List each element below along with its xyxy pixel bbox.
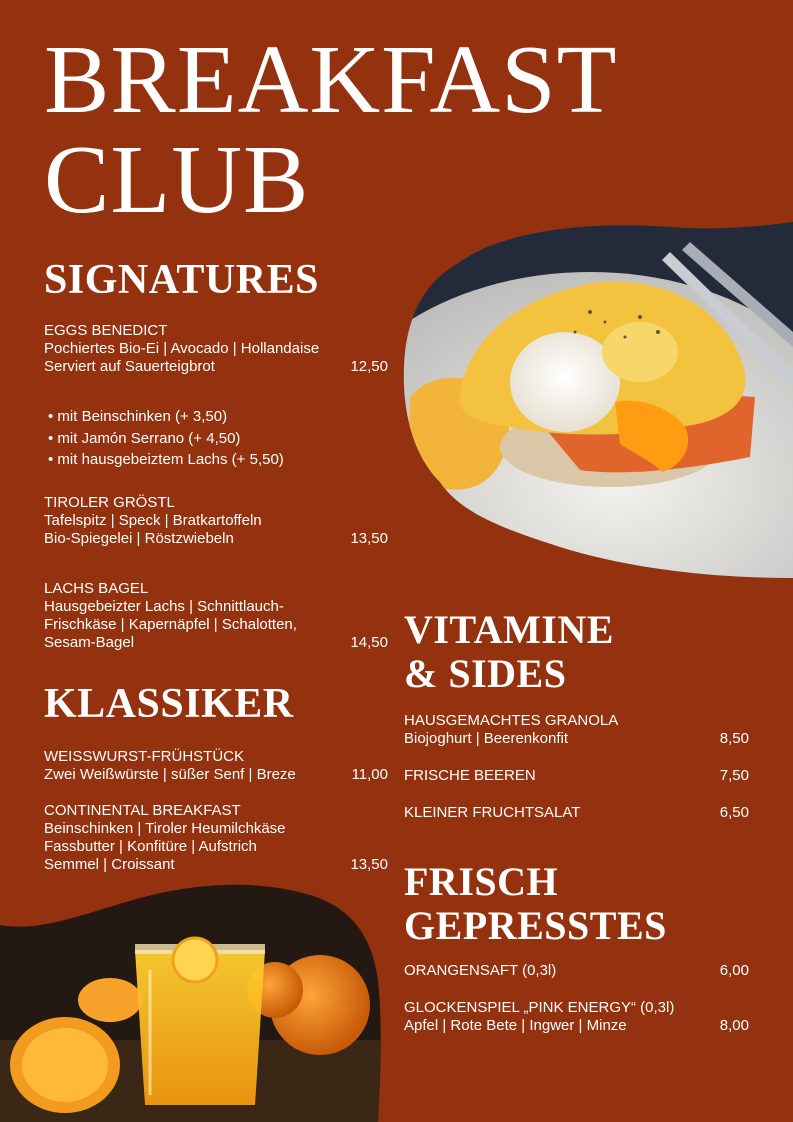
granola-item (404, 712, 749, 748)
item-description: Frischkäse | Kapernäpfel | Schalotten, (44, 616, 297, 633)
orangensaft-item (404, 962, 749, 980)
pink-energy-item (404, 999, 749, 1035)
item-price: 8,00 (719, 1017, 749, 1034)
item-description: Apfel | Rote Bete | Ingwer | Minze (404, 1017, 627, 1034)
item-price: 12,50 (350, 358, 388, 375)
item-name: WEISSWURST-FRÜHSTÜCK (44, 748, 244, 765)
item-name: EGGS BENEDICT (44, 322, 168, 339)
title-line-1: BREAKFAST (44, 26, 618, 134)
item-description: Fassbutter | Konfitüre | Aufstrich (44, 838, 257, 855)
item-description: Serviert auf Sauerteigbrot (44, 358, 215, 375)
item-price: 11,00 (351, 766, 388, 783)
list-item: • mit Jamón Serrano (+ 4,50) (48, 429, 241, 447)
item-description: Zwei Weißwürste | süßer Senf | Breze (44, 766, 296, 783)
item-price: 8,50 (719, 730, 749, 747)
eggs-benedict-item (44, 322, 388, 376)
lachs-bagel-item (44, 580, 388, 652)
groestl-item (44, 494, 388, 548)
item-price: 13,50 (350, 530, 388, 547)
item-description: Tafelspitz | Speck | Bratkartoffeln (44, 512, 262, 529)
vitamine-heading-line-1: VITAMINE (404, 607, 614, 652)
item-name: ORANGENSAFT (0,3l) (404, 962, 557, 979)
item-description: Pochiertes Bio-Ei | Avocado | Hollandaise (44, 340, 320, 357)
item-name: FRISCHE BEEREN (404, 767, 536, 784)
item-price: 7,50 (719, 767, 749, 784)
orange-juice-photo (0, 880, 400, 1122)
item-price: 6,00 (719, 962, 749, 979)
klassiker-heading: KLASSIKER (44, 681, 294, 727)
item-description: Semmel | Croissant (44, 856, 175, 873)
title-line-2: CLUB (44, 126, 310, 234)
vitamine-heading-line-2: & SIDES (404, 651, 567, 696)
weisswurst-item (44, 748, 388, 784)
continental-item (44, 802, 388, 874)
item-description: Beinschinken | Tiroler Heumilchkäse (44, 820, 286, 837)
item-price: 13,50 (350, 856, 388, 873)
item-name: HAUSGEMACHTES GRANOLA (404, 712, 619, 729)
item-description: Sesam-Bagel (44, 634, 135, 651)
beeren-item (404, 767, 749, 785)
eggs-benedict-photo (400, 222, 793, 578)
item-name: TIROLER GRÖSTL (44, 494, 175, 511)
item-name: KLEINER FRUCHTSALAT (404, 804, 581, 821)
item-name: CONTINENTAL BREAKFAST (44, 802, 241, 819)
frisch-heading-line-1: FRISCH (404, 859, 559, 904)
item-price: 14,50 (350, 634, 388, 651)
item-description: Bio-Spiegelei | Röstzwiebeln (44, 530, 234, 547)
list-item: • mit Beinschinken (+ 3,50) (48, 408, 228, 425)
item-description: Biojoghurt | Beerenkonfit (404, 730, 568, 747)
item-description: Hausgebeizter Lachs | Schnittlauch- (44, 598, 284, 615)
item-name: LACHS BAGEL (44, 580, 149, 597)
frisch-heading-line-2: GEPRESSTES (404, 903, 667, 948)
item-price: 6,50 (719, 804, 749, 821)
fruchtsalat-item (404, 804, 749, 822)
eggs-extras-list (48, 406, 284, 471)
list-item: • mit hausgebeiztem Lachs (+ 5,50) (48, 451, 284, 468)
signatures-heading: SIGNATURES (44, 257, 319, 303)
item-name: GLOCKENSPIEL „PINK ENERGY“ (0,3l) (404, 999, 675, 1016)
